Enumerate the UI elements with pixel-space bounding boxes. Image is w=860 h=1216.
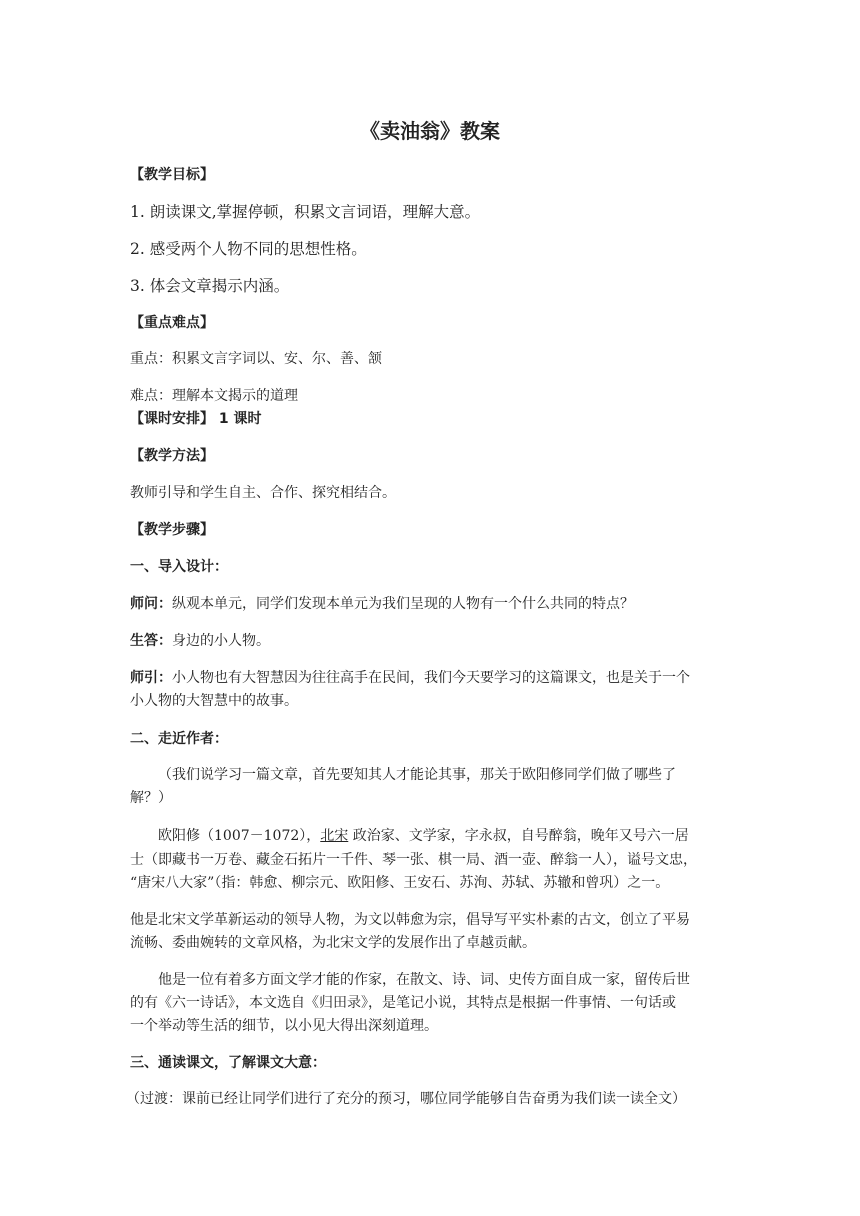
objective-item-3: 3. 体会文章揭示内涵。 [130, 277, 290, 295]
author-bio-1a: 欧阳修（1007－1072）， [158, 828, 321, 844]
student-answer-text: 身边的小人物。 [172, 633, 270, 649]
author-bio-line-1 [158, 826, 689, 846]
section-2-heading: 二、走近作者： [130, 731, 228, 747]
author-works-line-3: 一个举动等生活的细节，以小见大得出深刻道理。 [130, 1018, 438, 1034]
teacher-guide-label: 师引： [130, 670, 172, 686]
methods-text: 教师引导和学生自主、合作、探究相结合。 [130, 485, 396, 501]
teacher-question [130, 594, 634, 614]
teacher-question-label: 师问： [130, 596, 172, 612]
student-answer-label: 生答： [130, 633, 172, 649]
author-intro-line-1: （我们说学习一篇文章，首先要知其人才能论其事，那关于欧阳修同学们做了哪些了 [158, 767, 676, 783]
section-1-heading: 一、导入设计： [130, 559, 228, 575]
transition-text: （过渡：课前已经让同学们进行了充分的预习，哪位同学能够自告奋勇为我们读一读全文） [126, 1091, 686, 1107]
schedule-line [130, 409, 262, 429]
steps-heading: 【教学步骤】 [130, 522, 214, 538]
teacher-guide-line-2: 小人物的大智慧中的故事。 [130, 693, 298, 709]
student-answer [130, 631, 270, 651]
difficulty-text: 难点：理解本文揭示的道理 [130, 388, 298, 404]
objective-item-1: 1. 朗读课文,掌握停顿，积累文言词语，理解大意。 [130, 203, 481, 221]
author-works-line-1: 他是一位有着多方面文学才能的作家，在散文、诗、词、史传方面自成一家，留传后世 [158, 972, 690, 988]
teacher-guide-text-1: 小人物也有大智慧因为往往高手在民间，我们今天要学习的这篇课文，也是关于一个 [172, 670, 690, 686]
author-role-line-2: 流畅、委曲婉转的文章风格，为北宋文学的发展作出了卓越贡献。 [130, 935, 536, 951]
author-bio-1b: 政治家、文学家，字永叔，自号醉翁，晚年又号六一居 [348, 828, 689, 844]
document-title: 《卖油翁》教案 [360, 119, 500, 143]
author-works-line-2: 的有《六一诗话》，本文选自《归田录》，是笔记小说，其特点是根据一件事情、一句话或 [130, 995, 676, 1011]
key-points-heading: 【重点难点】 [130, 315, 214, 331]
author-bio-line-3: “唐宋八大家”（指：韩愈、柳宗元、欧阳修、王安石、苏洵、苏轼、苏辙和曾巩）之一。 [130, 875, 670, 891]
methods-heading: 【教学方法】 [130, 448, 214, 464]
objectives-heading: 【教学目标】 [130, 167, 214, 183]
teacher-guide-line-1 [130, 668, 690, 688]
section-3-heading: 三、通读课文，了解课文大意： [130, 1055, 326, 1071]
key-point-text: 重点：积累文言字词以、安、尔、善、颔 [130, 351, 382, 367]
northern-song-link[interactable]: 北宋 [320, 828, 349, 844]
schedule-heading: 【课时安排】 [130, 411, 214, 427]
author-bio-line-2: 士（即藏书一万卷、藏金石拓片一千件、琴一张、棋一局、酒一壶、醉翁一人），谥号文忠， [130, 852, 697, 868]
author-role-line-1: 他是北宋文学革新运动的领导人物，为文以韩愈为宗，倡导写平实朴素的古文，创立了平易 [130, 912, 690, 928]
schedule-value: 1 课时 [218, 411, 262, 427]
teacher-question-text: 纵观本单元，同学们发现本单元为我们呈现的人物有一个什么共同的特点？ [172, 596, 634, 612]
author-intro-line-2: 解？） [130, 790, 172, 806]
objective-item-2: 2. 感受两个人物不同的思想性格。 [130, 240, 367, 258]
